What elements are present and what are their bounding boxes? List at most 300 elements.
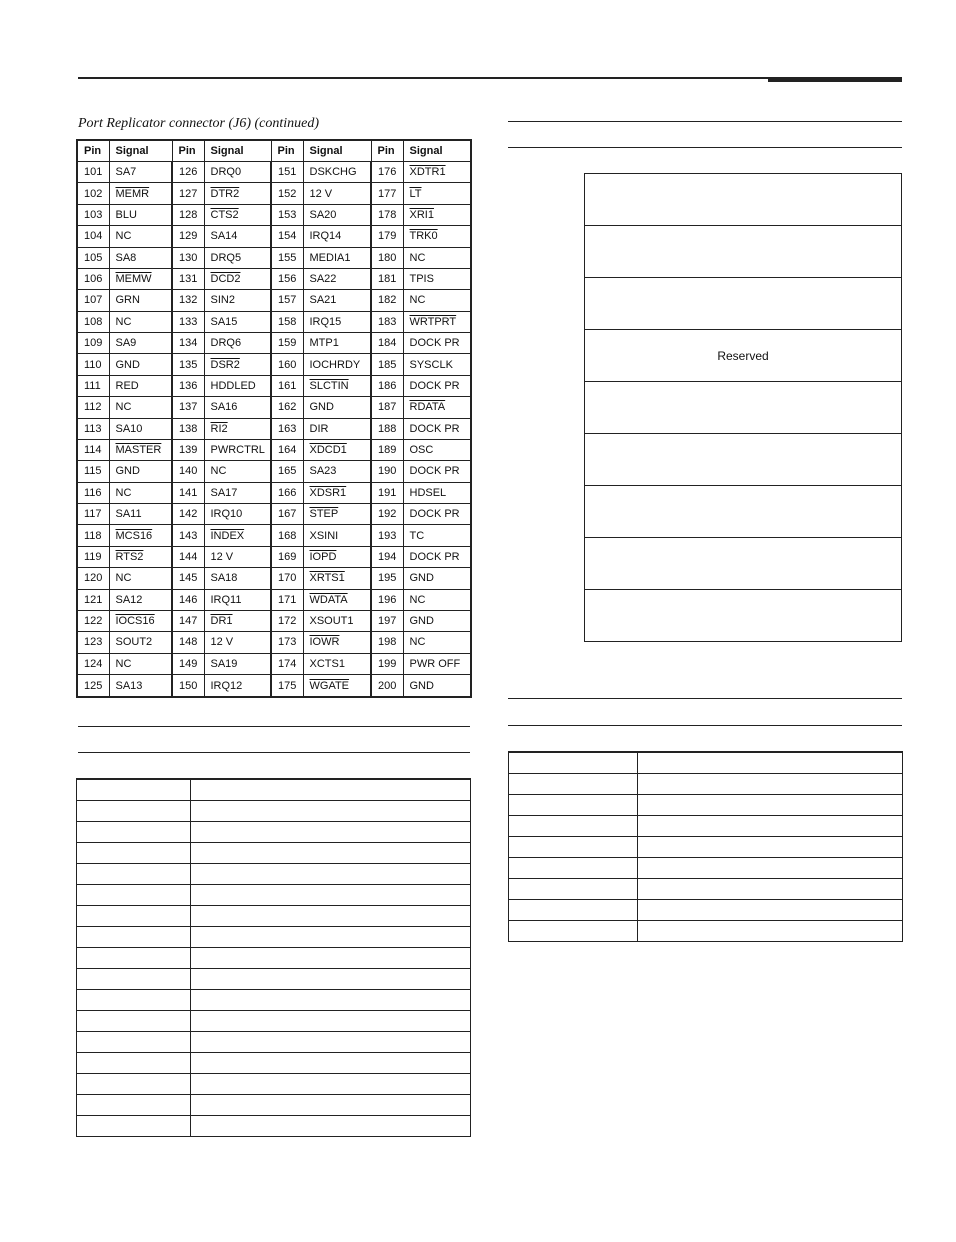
signal-name: GND [403, 610, 471, 631]
table-row [77, 801, 471, 822]
pin-number: 134 [172, 333, 204, 354]
section-rule [508, 698, 902, 699]
signal-name: MCS16 [109, 525, 172, 546]
pin-number: 108 [77, 311, 109, 332]
pin-number: 165 [271, 461, 303, 482]
table-cell [191, 1095, 471, 1116]
pin-number: 133 [172, 311, 204, 332]
table-cell [77, 927, 191, 948]
table-row [77, 990, 471, 1011]
signal-name: IRQ15 [303, 311, 371, 332]
table-row [77, 568, 471, 589]
table-row [77, 525, 471, 546]
page-header-tab [768, 79, 902, 82]
table-cell [191, 843, 471, 864]
table-cell [77, 822, 191, 843]
table-cell [77, 1074, 191, 1095]
signal-name: NC [403, 290, 471, 311]
table-caption: Port Replicator connector (J6) (continued) [78, 116, 320, 131]
signal-name: 12 V [204, 632, 271, 653]
pin-number: 123 [77, 632, 109, 653]
table-cell [77, 1116, 191, 1137]
pin-number: 186 [371, 375, 403, 396]
signal-name: XDSR1 [303, 482, 371, 503]
signal-name: CTS2 [204, 204, 271, 225]
pin-number: 142 [172, 504, 204, 525]
pin-number: 173 [271, 632, 303, 653]
signal-name: DOCK PR [403, 546, 471, 567]
table-row [77, 482, 471, 503]
table-row [77, 333, 471, 354]
pin-number: 167 [271, 504, 303, 525]
pin-number: 137 [172, 397, 204, 418]
pin-number: 120 [77, 568, 109, 589]
table-cell [638, 774, 903, 795]
signal-name: NC [109, 482, 172, 503]
table-cell [191, 927, 471, 948]
pin-header: Pin [172, 140, 204, 162]
table-cell [191, 1053, 471, 1074]
signal-header: Signal [109, 140, 172, 162]
signal-name: BLU [109, 204, 172, 225]
table-row [77, 653, 471, 674]
table-cell [638, 921, 903, 942]
signal-name: DOCK PR [403, 375, 471, 396]
table-row [77, 1116, 471, 1137]
table-cell [509, 858, 638, 879]
signal-name: MEDIA1 [303, 247, 371, 268]
pin-header: Pin [371, 140, 403, 162]
table-row [509, 900, 903, 921]
table-row [509, 752, 903, 774]
pin-number: 193 [371, 525, 403, 546]
signal-name: PWRCTRL [204, 439, 271, 460]
table-row [77, 1032, 471, 1053]
signal-name: HDDLED [204, 375, 271, 396]
pin-number: 163 [271, 418, 303, 439]
pin-number: 119 [77, 546, 109, 567]
signal-name: STEP [303, 504, 371, 525]
signal-name: NC [109, 653, 172, 674]
section-rule [78, 752, 470, 753]
pin-number: 198 [371, 632, 403, 653]
table-cell [509, 900, 638, 921]
table-row [77, 162, 471, 183]
pin-number: 166 [271, 482, 303, 503]
pin-number: 181 [371, 268, 403, 289]
pin-number: 162 [271, 397, 303, 418]
pin-number: 106 [77, 268, 109, 289]
signal-name: 12 V [204, 546, 271, 567]
table-row [77, 1095, 471, 1116]
table-cell [191, 864, 471, 885]
signal-name: HDSEL [403, 482, 471, 503]
table-cell [191, 801, 471, 822]
pin-number: 144 [172, 546, 204, 567]
right-empty-table [508, 751, 903, 942]
table-row [77, 632, 471, 653]
signal-name: NC [109, 311, 172, 332]
signal-name: DSR2 [204, 354, 271, 375]
table-row [77, 1053, 471, 1074]
signal-name: SYSCLK [403, 354, 471, 375]
pin-number: 140 [172, 461, 204, 482]
signal-name: XDTR1 [403, 162, 471, 183]
table-row [77, 1011, 471, 1032]
table-cell [509, 879, 638, 900]
signal-name: SA18 [204, 568, 271, 589]
pin-number: 138 [172, 418, 204, 439]
pin-number: 110 [77, 354, 109, 375]
signal-name: DRQ0 [204, 162, 271, 183]
table-row [77, 906, 471, 927]
pin-number: 126 [172, 162, 204, 183]
signal-name: RTS2 [109, 546, 172, 567]
pin-number: 171 [271, 589, 303, 610]
signal-name: SA7 [109, 162, 172, 183]
empty-box [584, 381, 902, 433]
signal-name: INDEX [204, 525, 271, 546]
pin-number: 188 [371, 418, 403, 439]
table-row [77, 354, 471, 375]
pin-number: 175 [271, 675, 303, 698]
pin-number: 107 [77, 290, 109, 311]
table-row [77, 927, 471, 948]
pin-number: 128 [172, 204, 204, 225]
signal-name: XDCD1 [303, 439, 371, 460]
pin-number: 170 [271, 568, 303, 589]
pin-number: 153 [271, 204, 303, 225]
pin-number: 176 [371, 162, 403, 183]
port-replicator-pin-table [76, 139, 472, 698]
table-row [77, 675, 471, 698]
signal-name: SOUT2 [109, 632, 172, 653]
signal-name: SA21 [303, 290, 371, 311]
table-cell [191, 1116, 471, 1137]
table-cell [509, 816, 638, 837]
empty-box [584, 537, 902, 589]
table-cell [77, 1011, 191, 1032]
signal-name: SA8 [109, 247, 172, 268]
table-row [77, 183, 471, 204]
table-row [77, 610, 471, 631]
table-cell [77, 864, 191, 885]
pin-number: 127 [172, 183, 204, 204]
pin-number: 143 [172, 525, 204, 546]
signal-name: WRTPRT [403, 311, 471, 332]
empty-box [584, 433, 902, 485]
pin-number: 136 [172, 375, 204, 396]
reserved-box-stack [584, 173, 902, 642]
table-row [77, 268, 471, 289]
pin-number: 148 [172, 632, 204, 653]
table-row [77, 1074, 471, 1095]
pin-number: 199 [371, 653, 403, 674]
pin-table-header [77, 140, 471, 162]
pin-number: 172 [271, 610, 303, 631]
pin-number: 177 [371, 183, 403, 204]
pin-number: 105 [77, 247, 109, 268]
pin-number: 115 [77, 461, 109, 482]
pin-number: 195 [371, 568, 403, 589]
signal-name: DOCK PR [403, 418, 471, 439]
pin-number: 168 [271, 525, 303, 546]
signal-name: NC [109, 397, 172, 418]
signal-name: NC [109, 568, 172, 589]
signal-name: DOCK PR [403, 504, 471, 525]
signal-name: IRQ10 [204, 504, 271, 525]
pin-number: 139 [172, 439, 204, 460]
signal-name: DRQ5 [204, 247, 271, 268]
pin-number: 103 [77, 204, 109, 225]
signal-name: SA11 [109, 504, 172, 525]
table-cell [77, 1032, 191, 1053]
table-row [77, 546, 471, 567]
pin-number: 113 [77, 418, 109, 439]
signal-name: SA10 [109, 418, 172, 439]
signal-name: DCD2 [204, 268, 271, 289]
pin-number: 155 [271, 247, 303, 268]
pin-number: 124 [77, 653, 109, 674]
signal-name: NC [204, 461, 271, 482]
signal-name: DRQ6 [204, 333, 271, 354]
table-cell [191, 885, 471, 906]
signal-name: NC [403, 589, 471, 610]
pin-number: 135 [172, 354, 204, 375]
reserved-box: Reserved [584, 329, 902, 381]
table-row [77, 885, 471, 906]
signal-header: Signal [204, 140, 271, 162]
table-row [509, 795, 903, 816]
pin-number: 182 [371, 290, 403, 311]
signal-name: IOPD [303, 546, 371, 567]
pin-number: 149 [172, 653, 204, 674]
pin-number: 160 [271, 354, 303, 375]
empty-box [584, 589, 902, 642]
table-row [509, 774, 903, 795]
section-rule [508, 725, 902, 726]
pin-number: 130 [172, 247, 204, 268]
pin-number: 197 [371, 610, 403, 631]
pin-header: Pin [271, 140, 303, 162]
pin-number: 185 [371, 354, 403, 375]
pin-number: 174 [271, 653, 303, 674]
table-cell [191, 906, 471, 927]
table-cell [191, 1074, 471, 1095]
table-cell [77, 948, 191, 969]
table-cell [638, 816, 903, 837]
table-cell [509, 837, 638, 858]
table-cell [638, 900, 903, 921]
pin-number: 184 [371, 333, 403, 354]
pin-number: 116 [77, 482, 109, 503]
pin-number: 200 [371, 675, 403, 698]
signal-name: MEMR [109, 183, 172, 204]
pin-number: 151 [271, 162, 303, 183]
pin-number: 190 [371, 461, 403, 482]
table-cell [191, 1011, 471, 1032]
table-cell [77, 779, 191, 801]
table-cell [77, 969, 191, 990]
table-cell [77, 906, 191, 927]
table-cell [191, 1032, 471, 1053]
pin-number: 109 [77, 333, 109, 354]
table-cell [638, 795, 903, 816]
table-row [77, 247, 471, 268]
signal-name: MEMW [109, 268, 172, 289]
signal-name: SLCTIN [303, 375, 371, 396]
table-row [77, 461, 471, 482]
signal-name: MTP1 [303, 333, 371, 354]
pin-number: 158 [271, 311, 303, 332]
pin-number: 194 [371, 546, 403, 567]
signal-header: Signal [303, 140, 371, 162]
table-row [77, 397, 471, 418]
signal-name: SA23 [303, 461, 371, 482]
signal-name: NC [403, 632, 471, 653]
table-row [509, 816, 903, 837]
empty-box [584, 225, 902, 277]
table-row [77, 843, 471, 864]
pin-number: 187 [371, 397, 403, 418]
signal-name: PWR OFF [403, 653, 471, 674]
signal-name: GND [403, 568, 471, 589]
signal-name: 12 V [303, 183, 371, 204]
signal-name: DIR [303, 418, 371, 439]
table-cell [77, 990, 191, 1011]
table-cell [509, 774, 638, 795]
left-empty-table [76, 778, 471, 1137]
pin-number: 112 [77, 397, 109, 418]
table-row [77, 779, 471, 801]
signal-name: RDATA [403, 397, 471, 418]
signal-name: SA15 [204, 311, 271, 332]
signal-name: DOCK PR [403, 333, 471, 354]
signal-name: IOWR [303, 632, 371, 653]
pin-number: 118 [77, 525, 109, 546]
table-row [509, 837, 903, 858]
table-row [77, 504, 471, 525]
pin-number: 180 [371, 247, 403, 268]
signal-name: IOCHRDY [303, 354, 371, 375]
signal-name: DR1 [204, 610, 271, 631]
pin-header: Pin [77, 140, 109, 162]
table-row [77, 290, 471, 311]
pin-number: 145 [172, 568, 204, 589]
pin-number: 121 [77, 589, 109, 610]
table-cell [191, 779, 471, 801]
table-row [509, 879, 903, 900]
table-cell [638, 858, 903, 879]
table-row [509, 858, 903, 879]
pin-number: 183 [371, 311, 403, 332]
pin-number: 196 [371, 589, 403, 610]
signal-name: SA19 [204, 653, 271, 674]
pin-number: 117 [77, 504, 109, 525]
pin-number: 179 [371, 226, 403, 247]
table-row [77, 204, 471, 225]
table-row [77, 822, 471, 843]
signal-name: $\overline{LT}$ [403, 183, 471, 204]
table-row [77, 226, 471, 247]
signal-name: SA22 [303, 268, 371, 289]
signal-name: TRK0 [403, 226, 471, 247]
signal-name: XRI1 [403, 204, 471, 225]
signal-name: XSOUT1 [303, 610, 371, 631]
pin-number: 164 [271, 439, 303, 460]
pin-number: 131 [172, 268, 204, 289]
pin-number: 141 [172, 482, 204, 503]
signal-name: RI2 [204, 418, 271, 439]
table-row [77, 589, 471, 610]
signal-name: NC [403, 247, 471, 268]
pin-number: 101 [77, 162, 109, 183]
signal-name: IRQ12 [204, 675, 271, 698]
signal-name: SA9 [109, 333, 172, 354]
table-cell [509, 752, 638, 774]
pin-number: 157 [271, 290, 303, 311]
signal-name: GND [303, 397, 371, 418]
pin-number: 178 [371, 204, 403, 225]
table-row [77, 375, 471, 396]
pin-number: 132 [172, 290, 204, 311]
pin-number: 154 [271, 226, 303, 247]
signal-name: TC [403, 525, 471, 546]
signal-name: SA17 [204, 482, 271, 503]
pin-number: 102 [77, 183, 109, 204]
signal-name: IOCS16 [109, 610, 172, 631]
signal-name: WDATA [303, 589, 371, 610]
pin-number: 146 [172, 589, 204, 610]
table-row [77, 418, 471, 439]
empty-box [584, 485, 902, 537]
signal-name: XRTS1 [303, 568, 371, 589]
signal-header: Signal [403, 140, 471, 162]
signal-name: DSKCHG [303, 162, 371, 183]
signal-name: DTR2 [204, 183, 271, 204]
signal-name: RED [109, 375, 172, 396]
table-cell [191, 948, 471, 969]
pin-number: 150 [172, 675, 204, 698]
empty-box [584, 277, 902, 329]
pin-number: 169 [271, 546, 303, 567]
signal-name: IRQ14 [303, 226, 371, 247]
signal-name: XSINI [303, 525, 371, 546]
section-rule [78, 726, 470, 727]
signal-name: NC [109, 226, 172, 247]
pin-number: 125 [77, 675, 109, 698]
signal-name: XCTS1 [303, 653, 371, 674]
signal-name: OSC [403, 439, 471, 460]
pin-number: 122 [77, 610, 109, 631]
signal-name: SA16 [204, 397, 271, 418]
table-cell [638, 752, 903, 774]
table-row [77, 948, 471, 969]
pin-number: 111 [77, 375, 109, 396]
pin-number: 104 [77, 226, 109, 247]
table-cell [77, 801, 191, 822]
table-row [77, 439, 471, 460]
table-cell [77, 1053, 191, 1074]
signal-name: SA13 [109, 675, 172, 698]
table-cell [638, 837, 903, 858]
pin-number: 189 [371, 439, 403, 460]
signal-name: WGATE [303, 675, 371, 698]
signal-name: SA14 [204, 226, 271, 247]
pin-number: 152 [271, 183, 303, 204]
table-cell [191, 990, 471, 1011]
pin-number: 156 [271, 268, 303, 289]
